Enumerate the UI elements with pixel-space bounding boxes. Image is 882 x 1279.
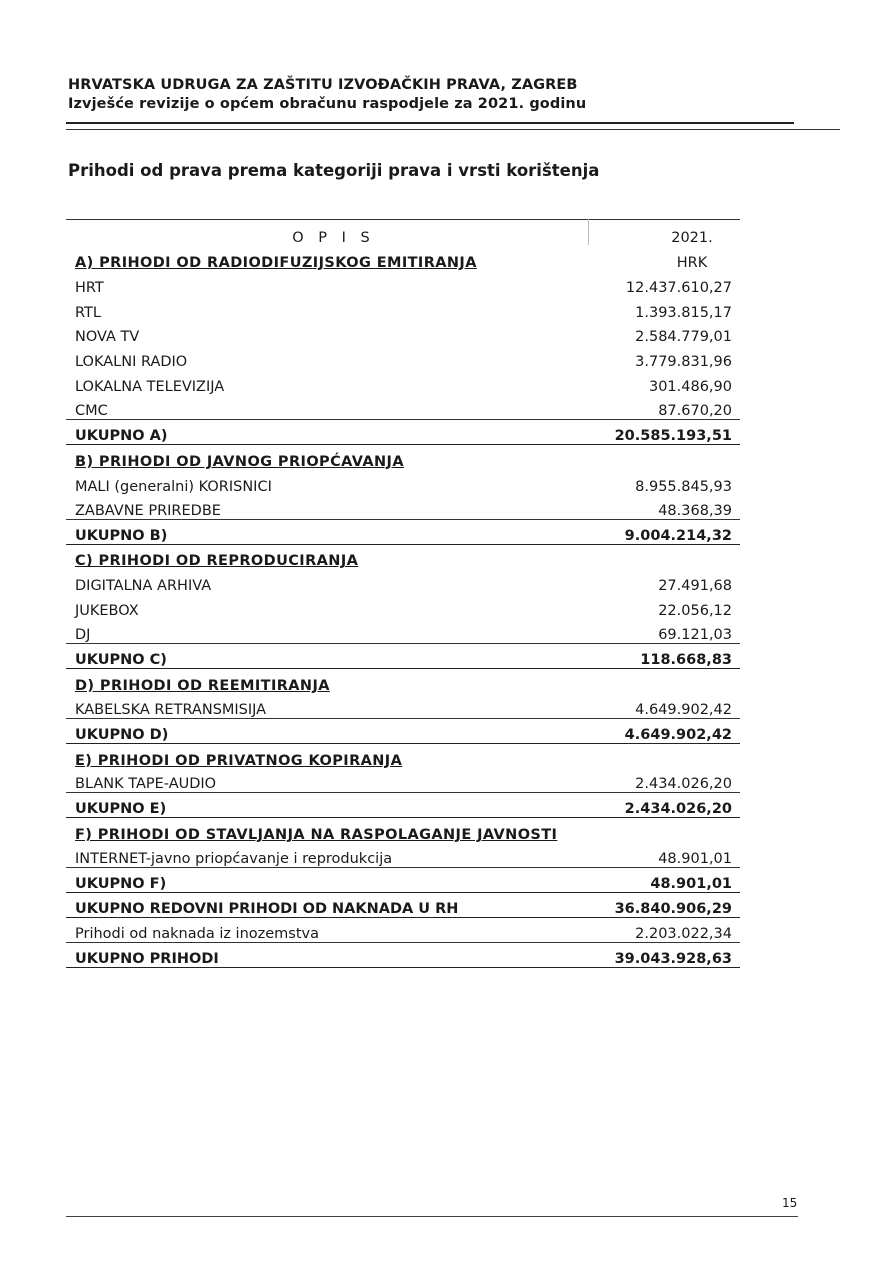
section-heading-row xyxy=(66,545,740,570)
row-label: INTERNET-javno priopćavanje i reprodukcija xyxy=(75,851,393,868)
row-value: 36.840.906,29 xyxy=(614,900,732,917)
section-heading-row xyxy=(66,744,740,769)
section-heading-row xyxy=(66,669,740,694)
table-row xyxy=(66,918,740,943)
row-label: UKUPNO E) xyxy=(75,801,167,818)
row-label: HRT xyxy=(75,279,104,296)
header-rule-thick xyxy=(66,122,794,124)
total-row xyxy=(66,793,740,818)
row-value: 48.368,39 xyxy=(658,502,732,519)
table-row xyxy=(66,321,740,346)
total-row xyxy=(66,868,740,893)
report-header xyxy=(68,76,808,114)
table-row xyxy=(66,843,740,868)
table-row xyxy=(66,594,740,619)
row-label: UKUPNO A) xyxy=(75,428,168,445)
row-label: DIGITALNA ARHIVA xyxy=(75,578,212,595)
total-row xyxy=(66,420,740,445)
row-label: ZABAVNE PRIREDBE xyxy=(75,502,221,519)
section-title: Prihodi od prava prema kategoriji prava i vrsti korištenja xyxy=(68,161,600,180)
table-header-row xyxy=(66,221,740,246)
revenue-table xyxy=(66,221,740,968)
total-row xyxy=(66,644,740,669)
row-label: NOVA TV xyxy=(75,329,140,346)
row-label: LOKALNI RADIO xyxy=(75,354,188,371)
table-row xyxy=(66,694,740,719)
row-value: 39.043.928,63 xyxy=(614,950,732,967)
row-value: 4.649.902,42 xyxy=(635,701,732,718)
row-value: 3.779.831,96 xyxy=(635,354,732,371)
row-label: DJ xyxy=(75,627,91,644)
table-row xyxy=(66,569,740,594)
total-row xyxy=(66,719,740,744)
row-label: B) PRIHODI OD JAVNOG PRIOPĆAVANJA xyxy=(75,453,404,470)
report-subtitle: Izvješće revizije o općem obračunu raspodjele za 2021. godinu xyxy=(68,96,587,112)
row-value: 20.585.193,51 xyxy=(614,428,732,445)
table-row xyxy=(66,619,740,644)
row-label: UKUPNO F) xyxy=(75,876,167,893)
row-label: MALI (generalni) KORISNICI xyxy=(75,478,272,495)
table-row xyxy=(66,470,740,495)
row-label: F) PRIHODI OD STAVLJANJA NA RASPOLAGANJE JAVNOSTI xyxy=(75,827,558,844)
row-value: 118.668,83 xyxy=(640,652,732,669)
row-label: CMC xyxy=(75,403,108,420)
row-label: UKUPNO B) xyxy=(75,527,168,544)
row-value: 22.056,12 xyxy=(658,603,732,620)
section-heading-row xyxy=(66,445,740,470)
table-row xyxy=(66,769,740,794)
row-label: C) PRIHODI OD REPRODUCIRANJA xyxy=(75,553,359,570)
table-row xyxy=(66,370,740,395)
table-row xyxy=(66,495,740,520)
table-row xyxy=(66,345,740,370)
row-label: UKUPNO C) xyxy=(75,652,167,669)
row-label: UKUPNO REDOVNI PRIHODI OD NAKNADA U RH xyxy=(75,900,459,917)
header-rule-thin xyxy=(66,129,840,130)
footer-rule xyxy=(66,1216,798,1217)
column-header-year: 2021. xyxy=(671,229,713,246)
table-row xyxy=(66,296,740,321)
row-value: 9.004.214,32 xyxy=(624,527,732,544)
row-value: 301.486,90 xyxy=(648,379,732,396)
organization-title: HRVATSKA UDRUGA ZA ZAŠTITU IZVOĐAČKIH PRAVA, ZAGREB xyxy=(68,77,578,93)
row-label: KABELSKA RETRANSMISIJA xyxy=(75,701,267,718)
row-value: HRK xyxy=(676,254,708,271)
row-value: 4.649.902,42 xyxy=(624,726,732,743)
row-label: BLANK TAPE-AUDIO xyxy=(75,776,217,793)
row-value: 48.901,01 xyxy=(650,876,732,893)
row-label: Prihodi od naknada iz inozemstva xyxy=(75,925,320,942)
section-heading-row xyxy=(66,818,740,843)
row-value: 48.901,01 xyxy=(658,851,732,868)
table-row xyxy=(66,271,740,296)
row-value: 69.121,03 xyxy=(658,627,732,644)
row-label: UKUPNO PRIHODI xyxy=(75,950,219,967)
row-value: 27.491,68 xyxy=(658,578,732,595)
row-value: 87.670,20 xyxy=(658,403,732,420)
row-value: 2.203.022,34 xyxy=(635,925,732,942)
row-value: 2.434.026,20 xyxy=(624,801,732,818)
total-row xyxy=(66,943,740,968)
column-header-description: O P I S xyxy=(292,229,375,246)
row-label: A) PRIHODI OD RADIODIFUZIJSKOG EMITIRANJA xyxy=(75,254,477,271)
row-value: 12.437.610,27 xyxy=(625,279,732,296)
row-value: 8.955.845,93 xyxy=(635,478,732,495)
row-label: UKUPNO D) xyxy=(75,726,169,743)
row-value: 2.584.779,01 xyxy=(635,329,732,346)
total-row xyxy=(66,893,740,918)
row-label: RTL xyxy=(75,304,101,321)
row-label: E) PRIHODI OD PRIVATNOG KOPIRANJA xyxy=(75,752,403,769)
row-value: 2.434.026,20 xyxy=(635,776,732,793)
row-label: D) PRIHODI OD REEMITIRANJA xyxy=(75,677,330,694)
table-row xyxy=(66,395,740,420)
row-label: JUKEBOX xyxy=(75,603,139,620)
row-label: LOKALNA TELEVIZIJA xyxy=(75,379,225,396)
page-number: 15 xyxy=(782,1196,798,1210)
table-top-rule xyxy=(66,219,740,220)
row-value: 1.393.815,17 xyxy=(635,304,732,321)
total-row xyxy=(66,520,740,545)
section-heading-row xyxy=(66,246,740,271)
